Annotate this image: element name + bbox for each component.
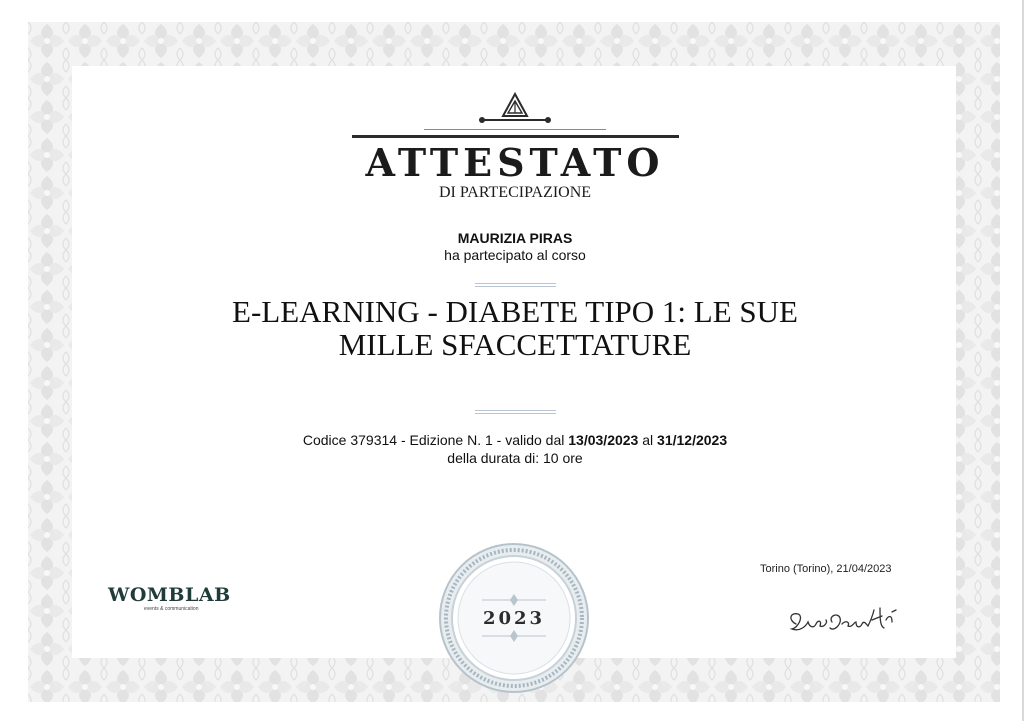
- logo-name: WOMBLAB: [108, 584, 231, 606]
- details-prefix: Codice 379314 - Edizione N. 1 - valido dal: [302, 432, 569, 448]
- triangle-emblem-icon: [478, 92, 552, 128]
- start-date: 13/03/2023: [568, 432, 639, 448]
- participation-text: ha partecipato al corso: [444, 247, 586, 263]
- place-date: Torino (Torino), 21/04/2023: [760, 563, 892, 575]
- separator-top: [475, 283, 556, 284]
- certificate-subtitle: DI PARTECIPAZIONE: [438, 184, 592, 201]
- seal-year: 2023: [482, 608, 546, 629]
- separator-bottom: [475, 410, 556, 411]
- title-thin-rule: [424, 129, 606, 130]
- logo-tagline: events & communication: [144, 606, 199, 612]
- course-title: [150, 295, 880, 361]
- course-duration: della durata di: 10 ore: [447, 450, 583, 466]
- womblab-logo: [108, 584, 248, 618]
- separator-bottom-2: [475, 413, 556, 414]
- details-middle: al: [638, 432, 658, 448]
- recipient-name: MAURIZIA PIRAS: [457, 230, 573, 246]
- title-thick-rule: [352, 135, 679, 138]
- separator-top-2: [475, 286, 556, 287]
- certificate-title: ATTESTATO: [365, 140, 665, 185]
- course-title-line-1: E-LEARNING - DIABETE TIPO 1: LE SUE: [232, 294, 798, 329]
- course-title-line-2: MILLE SFACCETTATURE: [338, 327, 692, 362]
- course-details: [180, 432, 850, 449]
- signature-image: [780, 598, 910, 640]
- end-date: 31/12/2023: [657, 432, 728, 448]
